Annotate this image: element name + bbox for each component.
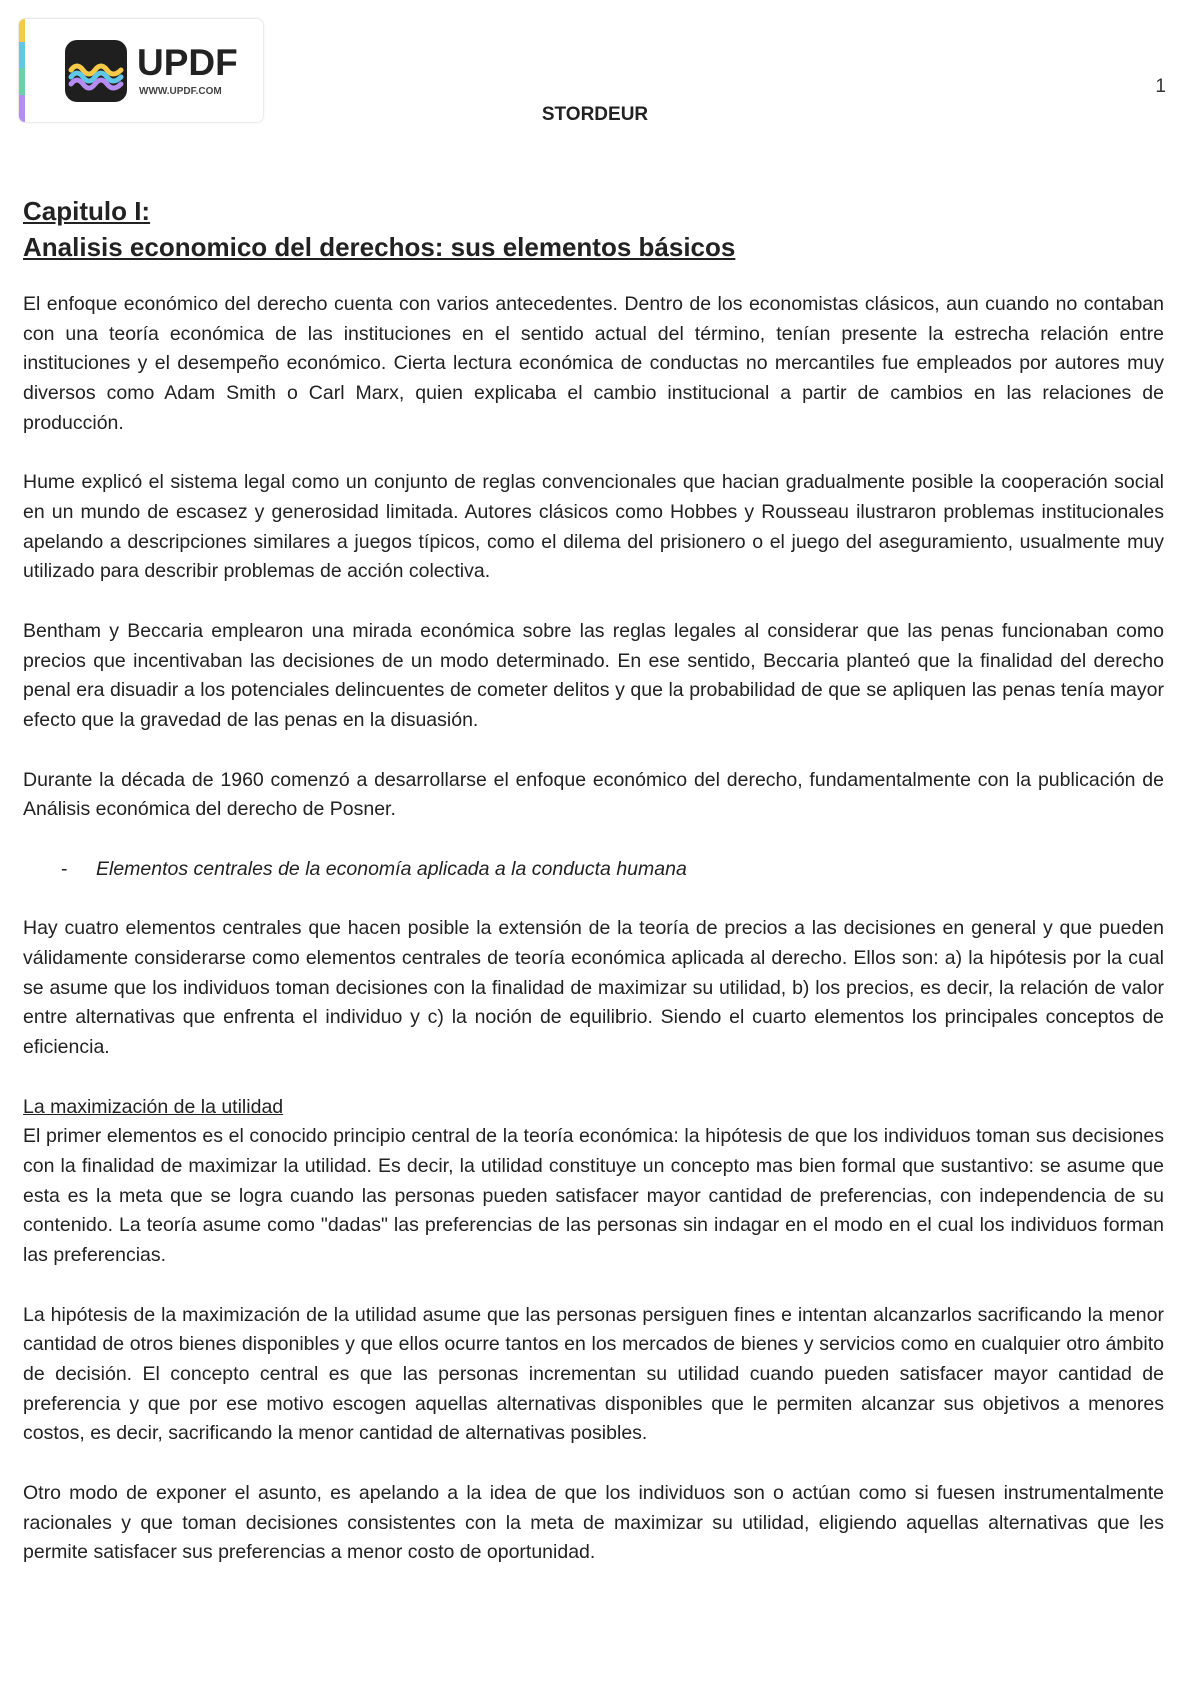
logo-brand-text: UPDF [137,42,238,83]
running-header: STORDEUR [541,104,649,125]
paragraph: Bentham y Beccaria emplearon una mirada económica sobre las reglas legales al considerar que las penas funcionaban como precios que incentivaban las decisiones de un modo determinado. En ese sentido, Beccaria planteó que la finalidad del derecho penal era disuadir a los potenciales delincuentes de cometer delitos y que la probabilidad de que se apliquen las penas tenía mayor efecto que la gravedad de las penas en la disuasión. [23,619,1164,732]
paragraph: Hay cuatro elementos centrales que hacen posible la extensión de la teoría de precios a las decisiones en general y que pueden válidamente considerarse como elementos centrales de teoría económica aplicada al derecho. Ellos son: a) la hipótesis por la cual se asume que los individuos toman decisiones con la finalidad de maximizar su utilidad, b) los precios, es decir, la relación de valor entre alternativas que enfrenta el individuo y c) la noción de equilibrio. Siendo el cuarto elementos los principales conceptos de eficiencia. [23,917,1164,1059]
paragraph: Durante la década de 1960 comenzó a desarrollarse el enfoque económico del derecho, fundamentalmente con la publicación de Análisis económica del derecho de Posner. [23,768,1164,821]
bullet-text: Elementos centrales de la economía aplicada a la conducta humana [96,857,687,880]
chapter-title: Capitulo I: [23,196,151,226]
paragraph: La hipótesis de la maximización de la utilidad asume que las personas persiguen fines e intentan alcanzarlos sacrificando la menor cantidad de otros bienes disponibles y que ellos ocurre tantos en los mercados de bienes y servicios como en cualquier otro ámbito de decisión. El concepto central es que las personas incrementan su utilidad cuando pueden satisfacer mayor cantidad de preferencia y que por ese motivo escogen aquellas alternativas disponibles que le permiten alcanzar sus objetivos a menores costos, es decir, sacrificando la menor cantidad de alternativas posibles. [23,1303,1164,1445]
bullet-item [23,855,1164,885]
logo-url-text: WWW.UPDF.COM [139,86,222,97]
paragraph: Otro modo de exponer el asunto, es apelando a la idea de que los individuos son o actúan como si fuesen instrumentalmente racionales y que toman decisiones consistentes con la meta de maximizar su utilidad, eligiendo aquellas alternativas que les permite satisfacer sus preferencias a menor costo de oportunidad. [23,1481,1164,1564]
paragraph: Hume explicó el sistema legal como un conjunto de reglas convencionales que hacian gradualmente posible la cooperación social en un mundo de escasez y generosidad limitada. Autores clásicos como Hobbes y Rousseau ilustraron problemas institucionales apelando a descripciones similares a juegos típicos, como el dilema del prisionero o el juego del aseguramiento, usualmente muy utilizado para describir problemas de acción colectiva. [23,471,1164,583]
document-body [23,193,1164,1568]
section-heading: La maximización de la utilidad [23,1095,284,1118]
bullet-dash: - [61,857,68,880]
paragraph: El primer elementos es el conocido principio central de la teoría económica: la hipótesis de que los individuos toman sus decisiones con la finalidad de maximizar la utilidad. Es decir, la utilidad constituye un concepto mas bien formal que sustantivo: se asume que esta es la meta que se logra cuando las personas pueden satisfacer mayor cantidad de preferencias, con independencia de su contenido. La teoría asume como "dadas" las preferencias de las personas sin indagar en el modo en el cual los individuos forman las preferencias. [23,1125,1164,1267]
updf-logo-icon [65,40,127,102]
page-number: 1 [1155,76,1166,97]
chapter-subtitle: Analisis economico del derechos: sus elementos básicos [23,232,736,262]
paragraph: El enfoque económico del derecho cuenta con varios antecedentes. Dentro de los economistas clásicos, aun cuando no contaban con una teoría económica de las instituciones en el sentido actual del término, tenían presente la estrecha relación entre instituciones y el desempeño económico. Cierta lectura económica de conductas no mercantiles fue empleados por autores muy diversos como Adam Smith o Carl Marx, quien explicaba el cambio institucional a partir de cambios en las relaciones de producción. [23,293,1164,434]
